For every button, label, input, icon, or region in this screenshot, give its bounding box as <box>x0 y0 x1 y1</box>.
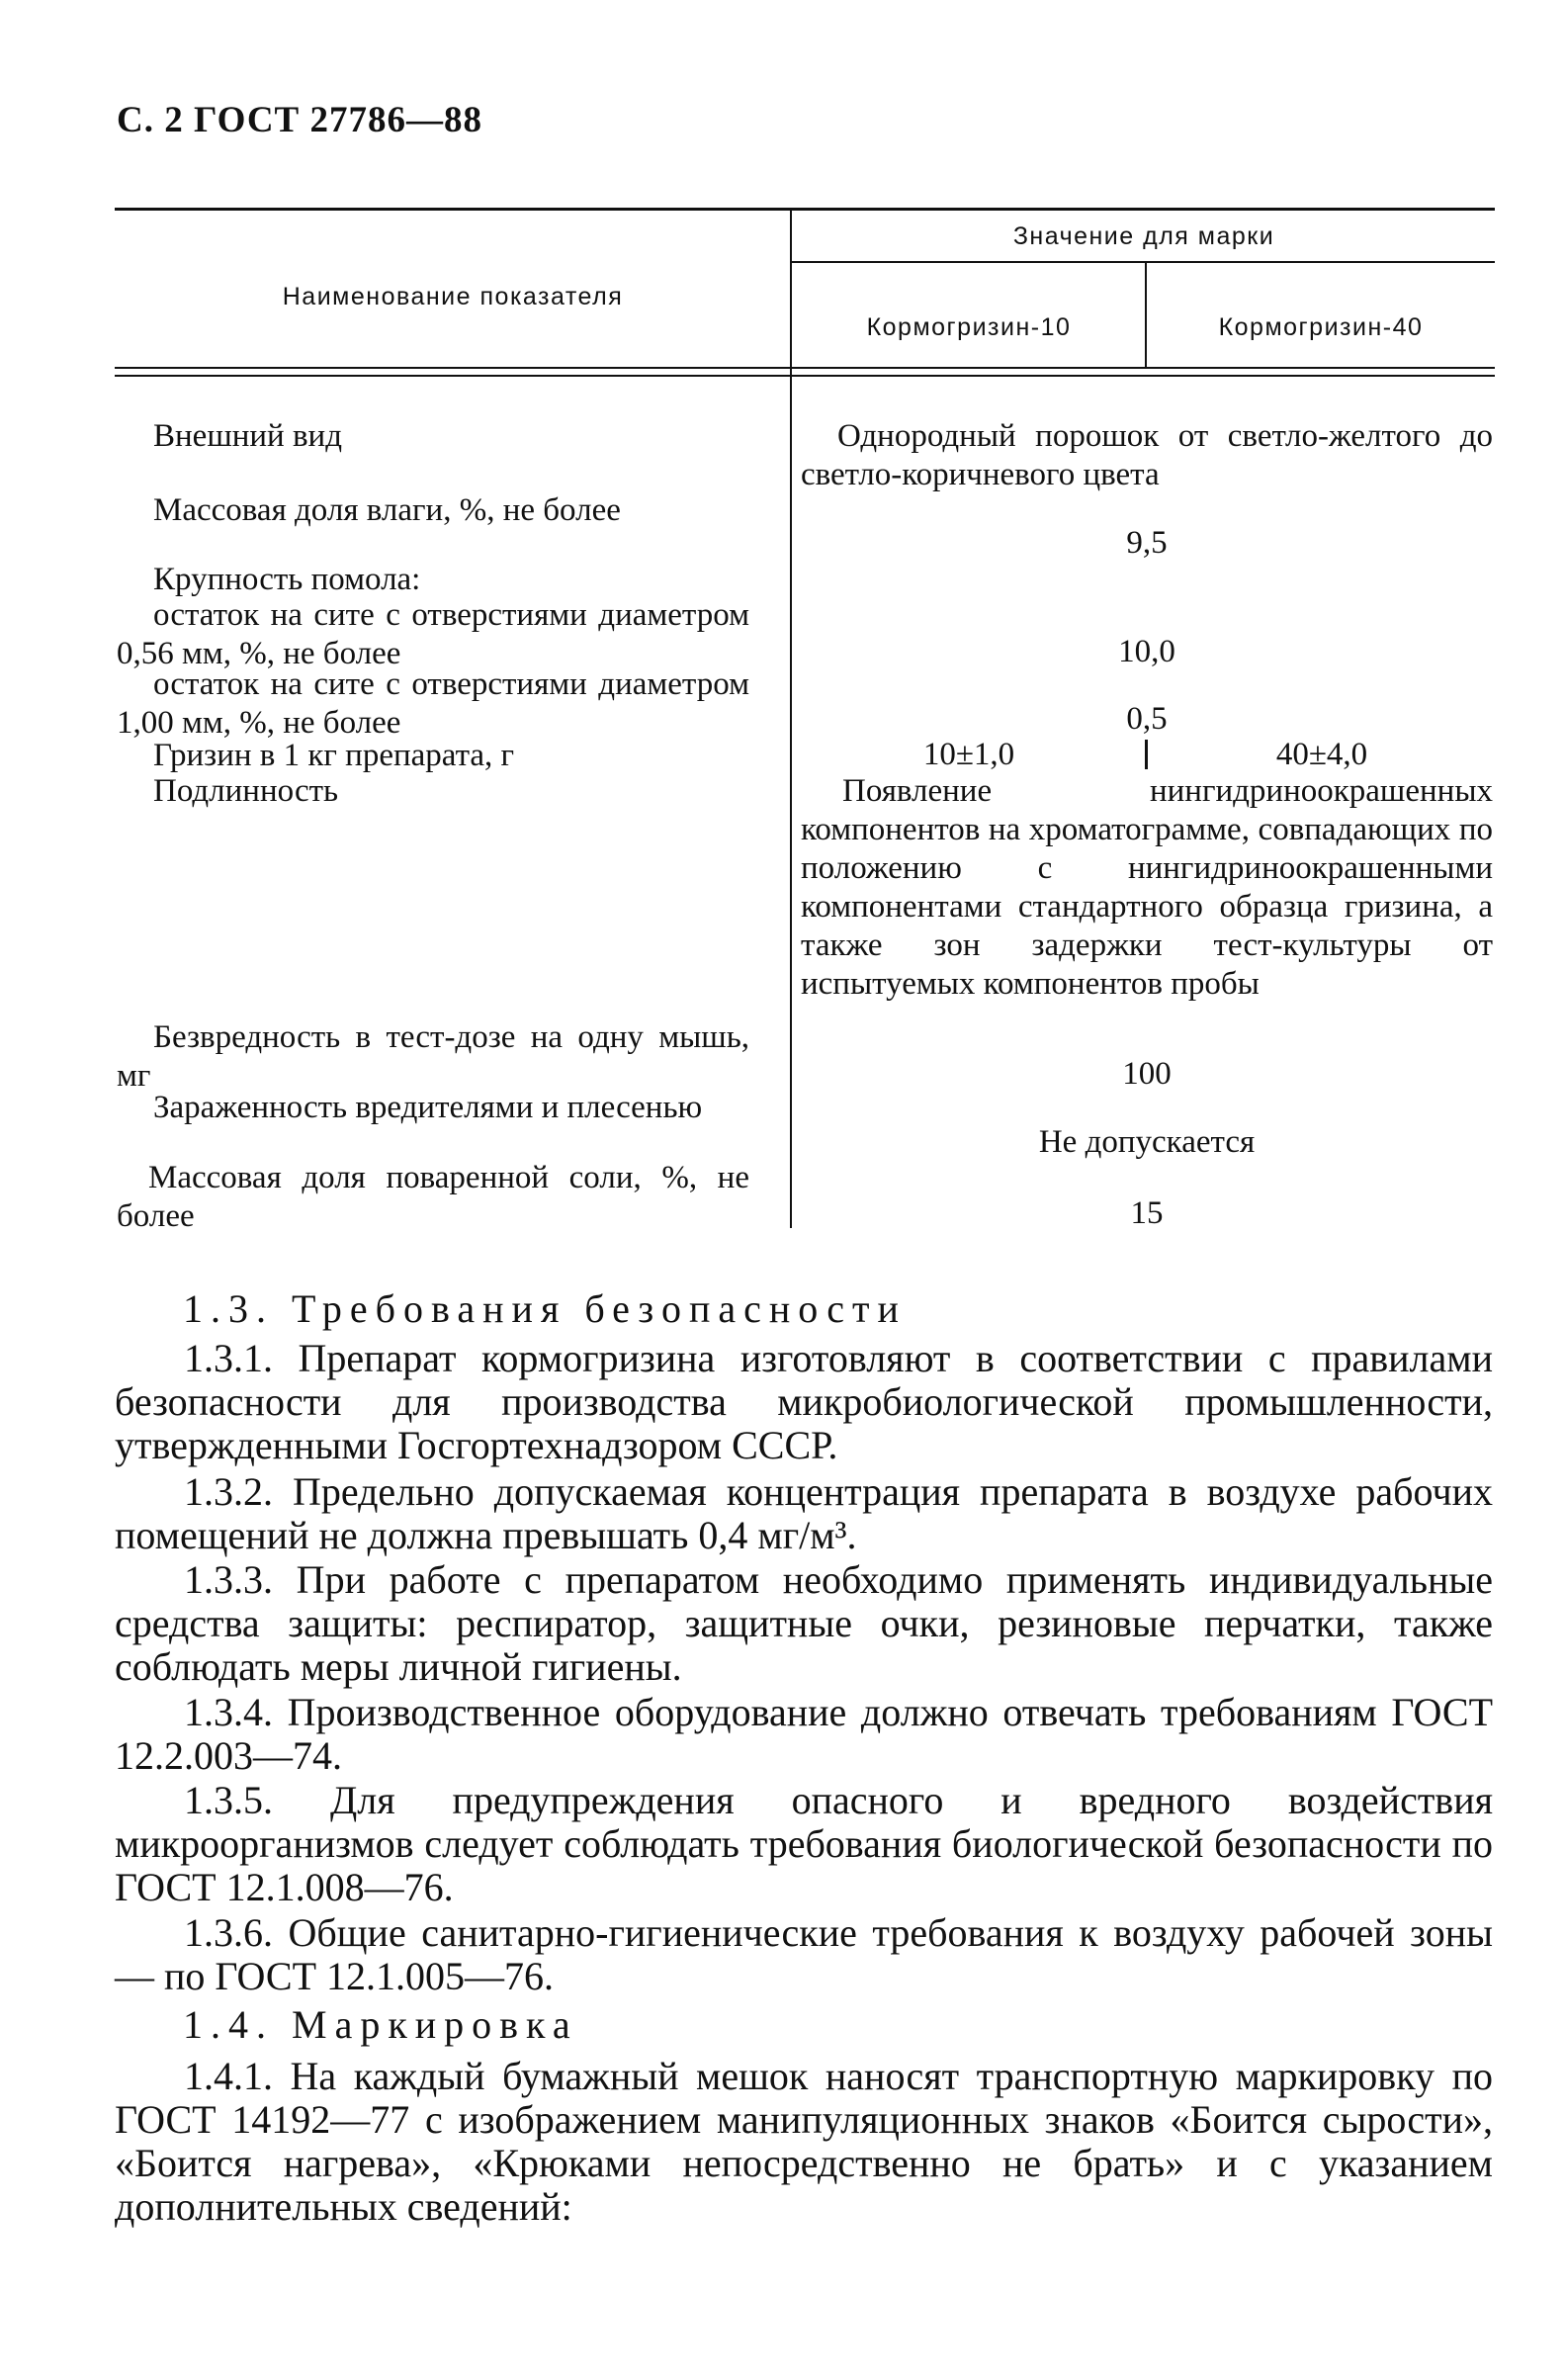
row-value-pests: Не допускается <box>1038 1124 1256 1160</box>
row-name-grinding: Крупность помола: <box>153 562 421 597</box>
table-top-rule <box>115 208 1495 211</box>
row-value-gryzin-40: 40±4,0 <box>1275 737 1368 772</box>
table-column-divider <box>790 208 792 1228</box>
row-value-authenticity: Появление нингидриноокрашенных компонентов на хроматограмме, совпадающих по положению с нингидриноокрашенными компонентами стандартного образца гризина, а также зон задержки тест-культуры от испытуемых компонентов пробы <box>801 773 1493 1002</box>
row-value-moisture: 9,5 <box>1126 525 1168 561</box>
row-name-authenticity: Подлинность <box>153 773 339 809</box>
row-name-pests: Зараженность вредителями и плесенью <box>153 1090 703 1125</box>
brand-2-header: Кормогризин-40 <box>1218 313 1424 341</box>
paragraph-1-3-6: 1.3.6. Общие санитарно-гигиенические требования к воздуху рабочей зоны — по ГОСТ 12.1.005—76. <box>115 1910 1493 1998</box>
page-header: С. 2 ГОСТ 27786—88 <box>117 100 482 140</box>
brand-1-header: Кормогризин-10 <box>866 313 1072 341</box>
row-name-harmlessness: Безвредность в тест-дозе на одну мышь, мг <box>117 1019 749 1094</box>
row-name-appearance: Внешний вид <box>153 418 342 454</box>
row-name-moisture: Массовая доля влаги, %, не более <box>153 492 621 528</box>
paragraph-1-4-1: 1.4.1. На каждый бумажный мешок наносят транспортную маркировку по ГОСТ 14192—77 с изображением манипуляционных знаков «Боится сырости», «Боится нагрева», «Крюками непосредственно не брать» и с указанием дополнительных сведений: <box>115 2054 1493 2229</box>
row-value-salt: 15 <box>1130 1195 1164 1231</box>
paragraph-1-3-5: 1.3.5. Для предупреждения опасного и вредного воздействия микроорганизмов следует соблюдать требования биологической безопасности по ГОСТ 12.1.008—76. <box>115 1778 1493 1909</box>
row-name-residue-100: остаток на сите с отверстиями диаметром 1,00 мм, %, не более <box>117 666 749 741</box>
table-head-rule-2 <box>115 375 1495 377</box>
table-head-rule-1 <box>115 367 1495 369</box>
brand-header-rule <box>791 261 1495 263</box>
gryzin-value-divider <box>1145 740 1148 769</box>
col-name-header: Наименование показателя <box>282 283 624 310</box>
row-name-salt: Массовая доля поваренной соли, %, не более <box>117 1160 749 1234</box>
row-name-residue-056: остаток на сите с отверстиями диаметром 0,56 мм, %, не более <box>117 597 749 671</box>
row-value-gryzin-10: 10±1,0 <box>922 737 1015 772</box>
row-value-appearance: Однородный порошок от светло-желтого до светло-коричневого цвета <box>801 418 1493 492</box>
paragraph-1-3-3: 1.3.3. При работе с препаратом необходимо применять индивидуальные средства защиты: респиратор, защитные очки, резиновые перчатки, также соблюдать меры личной гигиены. <box>115 1557 1493 1689</box>
section-1-4-title: 1.4. Маркировка <box>183 2002 578 2047</box>
row-name-gryzin: Гризин в 1 кг препарата, г <box>153 738 515 773</box>
paragraph-1-3-1: 1.3.1. Препарат кормогризина изготовляют в соответствии с правилами безопасности для производства микробиологической промышленности, утвержденными Госгортехнадзором СССР. <box>115 1336 1493 1467</box>
row-value-harmlessness: 100 <box>1122 1056 1172 1092</box>
paragraph-1-3-4: 1.3.4. Производственное оборудование должно отвечать требованиям ГОСТ 12.2.003—74. <box>115 1690 1493 1778</box>
row-value-residue-056: 10,0 <box>1118 634 1175 669</box>
paragraph-1-3-2: 1.3.2. Предельно допускаемая концентрация препарата в воздухе рабочих помещений не должна превышать 0,4 мг/м³. <box>115 1469 1493 1557</box>
col-value-header: Значение для марки <box>1012 222 1275 250</box>
section-1-3-title: 1.3. Требования безопасности <box>183 1286 907 1331</box>
row-value-residue-100: 0,5 <box>1126 701 1168 737</box>
